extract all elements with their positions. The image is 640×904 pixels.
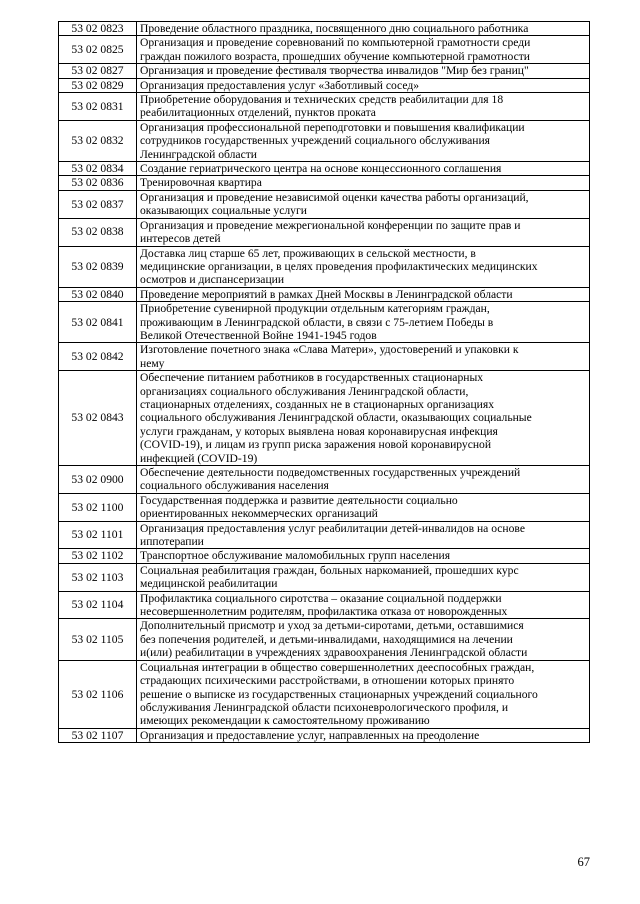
table-row: [59, 190, 590, 218]
description-line: (COVID-19), и лицам из групп риска заражения новой коронавирусной: [140, 438, 492, 452]
table-row: [59, 246, 590, 287]
row-code: 53 02 0900: [59, 466, 137, 494]
description-line: Государственная поддержка и развитие деятельности социально: [140, 493, 458, 507]
description-line: обслуживания Ленинградской области психоневрологического профиля, и: [140, 700, 509, 714]
table-row: [59, 493, 590, 521]
description-line: Организация и предоставление услуг, направленных на преодоление: [140, 728, 480, 742]
row-code: 53 02 0839: [59, 246, 137, 287]
row-description: [137, 521, 590, 549]
description-line: граждан пожилого возраста, прошедших обучение компьютерной грамотности: [140, 49, 530, 63]
row-code: 53 02 0838: [59, 218, 137, 246]
row-code: 53 02 0840: [59, 287, 137, 301]
row-code: 53 02 1106: [59, 660, 137, 728]
description-line: Обеспечение деятельности подведомственных государственных учреждений: [140, 466, 521, 479]
table-row: [59, 78, 590, 92]
description-line: имеющих рекомендации к самостоятельному проживанию: [140, 714, 430, 728]
description-line: Социальная интеграции в общество совершеннолетних дееспособных граждан,: [140, 660, 535, 674]
table-row: [59, 36, 590, 64]
description-line: Проведение мероприятий в рамках Дней Москвы в Ленинградской области: [140, 287, 513, 301]
row-code: 53 02 1105: [59, 619, 137, 660]
row-description: [137, 162, 590, 176]
table-row: [59, 120, 590, 161]
description-line: страдающих психическими расстройствами, в отношении которых принято: [140, 674, 515, 688]
description-line: организациях социального обслуживания Ленинградской области,: [140, 384, 469, 398]
row-description: [137, 343, 590, 371]
row-description: [137, 563, 590, 591]
row-code: 53 02 0829: [59, 78, 137, 92]
table-row: [59, 521, 590, 549]
description-line: Проведение областного праздника, посвященного дню социального работника: [140, 22, 529, 35]
row-description: [137, 619, 590, 660]
row-code: 53 02 0836: [59, 176, 137, 190]
description-line: Организация предоставления услуг «Заботливый сосед»: [140, 78, 420, 92]
table-row: [59, 466, 590, 494]
table-row: [59, 93, 590, 121]
row-description: [137, 466, 590, 494]
row-description: [137, 660, 590, 728]
row-code: 53 02 0831: [59, 93, 137, 121]
table-row: [59, 302, 590, 343]
table-body: [59, 22, 590, 743]
description-line: социального обслуживания населения: [140, 479, 329, 493]
row-code: 53 02 1104: [59, 591, 137, 619]
description-line: проживающим в Ленинградской области, в связи с 75-летием Победы в: [140, 315, 494, 329]
table-row: [59, 162, 590, 176]
row-description: [137, 93, 590, 121]
description-line: Организация профессиональной переподготовки и повышения квалификации: [140, 120, 525, 134]
table-row: [59, 549, 590, 563]
table-row: [59, 343, 590, 371]
row-description: [137, 120, 590, 161]
table-row: [59, 728, 590, 742]
description-line: реабилитационных отделений, пунктов проката: [140, 106, 376, 120]
table-row: [59, 218, 590, 246]
row-code: 53 02 0837: [59, 190, 137, 218]
table-row: [59, 371, 590, 466]
row-description: [137, 371, 590, 466]
description-line: иппотерапии: [140, 535, 204, 549]
row-description: [137, 591, 590, 619]
description-line: и(или) реабилитации в учреждениях здравоохранения Ленинградской области: [140, 646, 528, 660]
description-line: без попечения родителей, и детьми-инвалидами, находящимися на лечении: [140, 632, 513, 646]
row-code: 53 02 1103: [59, 563, 137, 591]
row-description: [137, 218, 590, 246]
row-code: 53 02 0832: [59, 120, 137, 161]
description-line: Организация предоставления услуг реабилитации детей-инвалидов на основе: [140, 521, 525, 535]
table-row: [59, 563, 590, 591]
description-line: Обеспечение питанием работников в государственных стационарных: [140, 371, 484, 385]
row-code: 53 02 0842: [59, 343, 137, 371]
description-line: оказывающих социальные услуги: [140, 204, 307, 218]
row-code: 53 02 0841: [59, 302, 137, 343]
description-line: стационарных отделениях, созданных не в стационарных организациях: [140, 397, 494, 411]
table-row: [59, 287, 590, 301]
description-line: инфекцией (COVID-19): [140, 451, 258, 465]
row-code: 53 02 1100: [59, 493, 137, 521]
description-line: сотрудников государственных учреждений социального обслуживания: [140, 134, 491, 148]
row-description: [137, 36, 590, 64]
description-line: Ленинградской области: [140, 147, 257, 161]
row-description: [137, 302, 590, 343]
description-line: Приобретение сувенирной продукции отдельным категориям граждан,: [140, 302, 490, 316]
description-line: социального обслуживания Ленинградской области, оказывающих социальные: [140, 411, 532, 425]
description-line: Доставка лиц старше 65 лет, проживающих в сельской местности, в: [140, 246, 476, 260]
row-description: [137, 64, 590, 78]
table-row: [59, 619, 590, 660]
description-line: Приобретение оборудования и технических средств реабилитации для 18: [140, 93, 504, 107]
table-row: [59, 660, 590, 728]
table-row: [59, 591, 590, 619]
row-description: [137, 246, 590, 287]
description-line: Дополнительный присмотр и уход за детьми-сиротами, детьми, оставшимися: [140, 619, 524, 633]
description-line: Социальная реабилитация граждан, больных наркоманией, прошедших курс: [140, 563, 519, 577]
row-code: 53 02 0834: [59, 162, 137, 176]
row-code: 53 02 1101: [59, 521, 137, 549]
description-line: Организация и проведение фестиваля творчества инвалидов "Мир без границ": [140, 64, 529, 78]
row-code: 53 02 0823: [59, 22, 137, 36]
description-line: осмотров и диспансеризации: [140, 273, 285, 287]
row-code: 53 02 0843: [59, 371, 137, 466]
row-description: [137, 287, 590, 301]
row-description: [137, 176, 590, 190]
table-row: [59, 64, 590, 78]
description-line: Создание гериатрического центра на основе концессионного соглашения: [140, 162, 502, 176]
description-line: Тренировочная квартира: [140, 176, 262, 190]
row-description: [137, 22, 590, 36]
table-row: [59, 176, 590, 190]
row-description: [137, 190, 590, 218]
table-row: [59, 22, 590, 36]
row-description: [137, 728, 590, 742]
description-line: Профилактика социального сиротства – оказание социальной поддержки: [140, 591, 502, 605]
description-line: Организация и проведение независимой оценки качества работы организаций,: [140, 190, 529, 204]
row-description: [137, 78, 590, 92]
row-code: 53 02 1107: [59, 728, 137, 742]
row-description: [137, 493, 590, 521]
row-description: [137, 549, 590, 563]
row-code: 53 02 1102: [59, 549, 137, 563]
description-line: решение о выписке из государственных стационарных учреждений социального: [140, 687, 538, 701]
description-line: Транспортное обслуживание маломобильных групп населения: [140, 549, 451, 563]
description-line: Организация и проведение межрегиональной конференции по защите прав и: [140, 218, 521, 232]
description-line: услуги гражданам, у которых выявлена новая коронавирусная инфекция: [140, 424, 498, 438]
description-line: медицинские организации, в целях проведения профилактических медицинских: [140, 259, 538, 273]
description-line: интересов детей: [140, 232, 221, 246]
budget-codes-table: [58, 21, 590, 743]
description-line: нему: [140, 356, 165, 370]
description-line: Изготовление почетного знака «Слава Матери», удостоверений и упаковки к: [140, 343, 519, 357]
description-line: Великой Отечественной Войне 1941-1945 годов: [140, 328, 377, 342]
page-number: 67: [577, 855, 590, 869]
description-line: Организация и проведение соревнований по компьютерной грамотности среди: [140, 36, 531, 50]
description-line: несовершеннолетним родителям, профилактика отказа от новорожденных: [140, 605, 508, 619]
row-code: 53 02 0825: [59, 36, 137, 64]
description-line: медицинской реабилитации: [140, 577, 278, 591]
description-line: ориентированных некоммерческих организаций: [140, 507, 378, 521]
row-code: 53 02 0827: [59, 64, 137, 78]
